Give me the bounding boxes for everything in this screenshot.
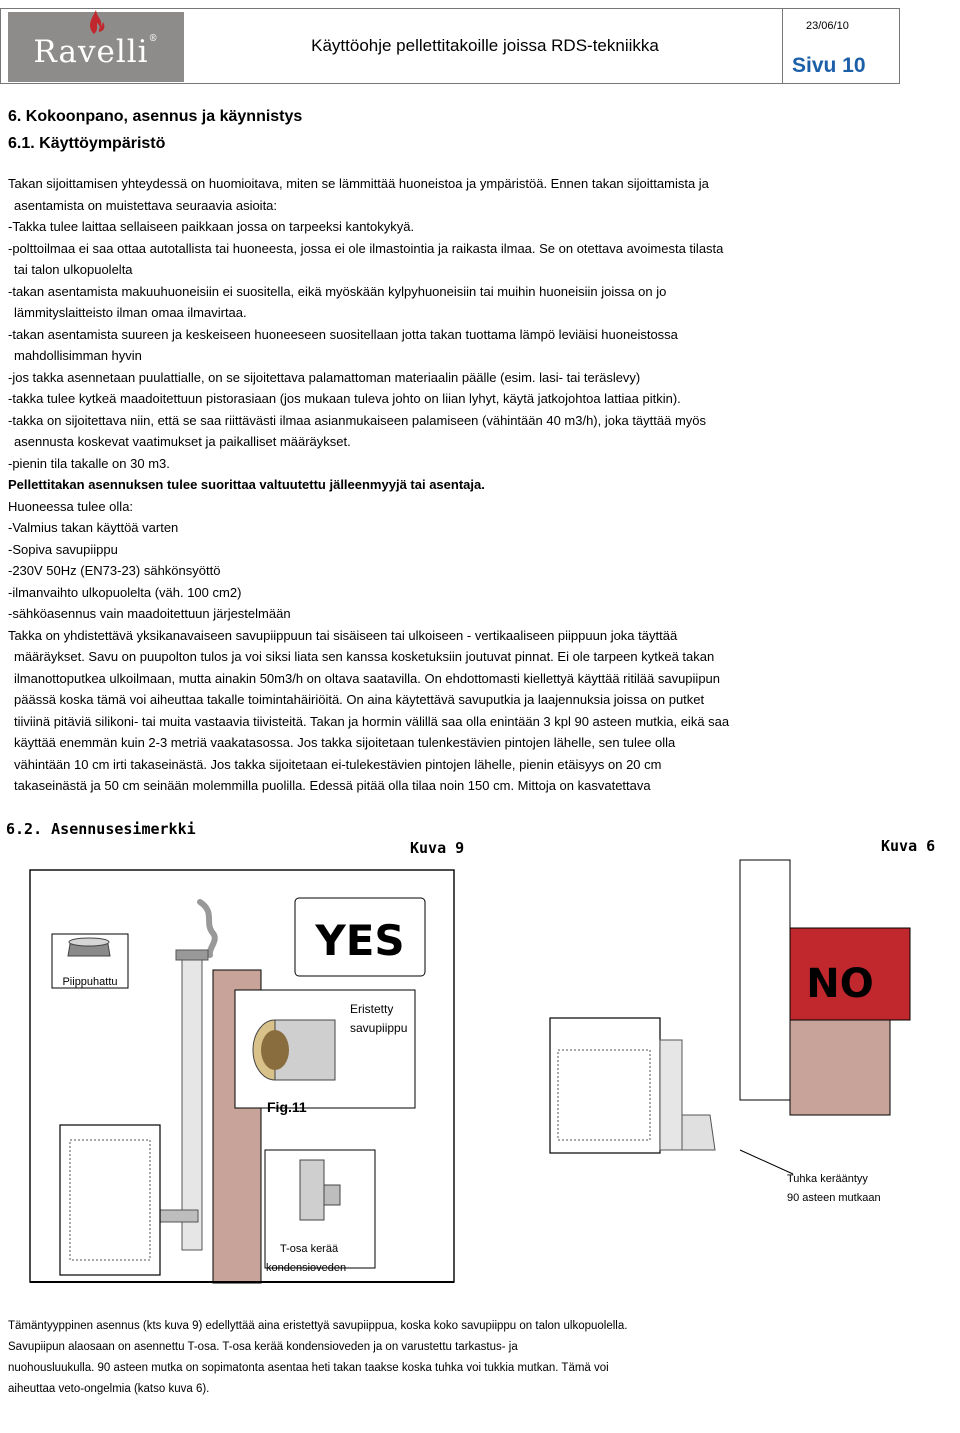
body-text — [8, 173, 729, 797]
figure-label-kuva6: Kuva 6 — [881, 837, 936, 855]
text-line: -230V 50Hz (EN73-23) sähkönsyöttö — [8, 563, 221, 578]
caption-kondensioveden: kondensioveden — [266, 1262, 347, 1274]
text-line: mahdollisimman hyvin — [14, 348, 142, 363]
caption-mutka: 90 asteen mutkaan — [787, 1192, 881, 1204]
text-line-bold: Pellettitakan asennuksen tulee suorittaa valtuutettu jälleenmyyjä tai asentaja. — [8, 477, 485, 492]
document-title: Käyttöohje pellettitakoille joissa RDS-tekniikka — [311, 36, 659, 55]
chimney-pipe — [182, 950, 202, 1250]
flue-pipe — [660, 1040, 682, 1150]
text-line: Huoneessa tulee olla: — [8, 498, 134, 514]
caption-tosa: T-osa kerää — [280, 1243, 339, 1255]
text-line: vähintään 10 cm irti takaseinästä. Jos takka sijoitetaan ei-tulekestävien pintojen lähelle, pienin etäisyys on 20 cm — [14, 756, 662, 772]
pellet-stove — [60, 1125, 160, 1275]
text-line: -Takka tulee laittaa sellaiseen paikkaan jossa on tarpeeksi kantokykyä. — [8, 219, 415, 234]
examples-heading: 6.2. Asennusesimerkki — [6, 820, 196, 838]
text-line: -jos takka asennetaan puulattialle, on se sijoitettava palamattoman materiaalin päälle (esim. lasi- tai teräslevy) — [8, 369, 641, 385]
flame-icon — [82, 6, 112, 36]
wall-outline — [740, 860, 790, 1100]
text-line: päässä koska tämä voi aiheuttaa takalle toimintahäiriöitä. On aina käytettävä savuputkia ja laajennuksia joissa on putket — [14, 692, 705, 707]
text-line: Tämäntyyppinen asennus (kts kuva 9) edellyttää aina eristettyä savupiippua, koska koko savupiippu on talon ulkopuolella. — [8, 1320, 628, 1332]
text-line: lämmityslaitteisto ilman omaa ilmavirtaa. — [14, 305, 247, 320]
elbow-pipe — [682, 1115, 715, 1150]
bottom-text — [8, 1316, 627, 1400]
caption-eristetty: Eristetty — [350, 1002, 394, 1016]
figure-label-kuva9: Kuva 9 — [410, 839, 465, 857]
text-line: Takka on yhdistettävä yksikanavaiseen savupiippuun tai sisäiseen tai ulkoiseen - vertikaaliseen piippuun joka täyttää — [8, 627, 678, 643]
text-line: -sähköasennus vain maadoitettuun järjestelmään — [8, 606, 291, 621]
text-line: -takka on sijoitettava niin, että se saa riittävästi ilmaa asianmukaiseen palamiseen (vähintään 40 m3/h), joka täyttää myös — [8, 412, 707, 428]
section-heading: 6. Kokoonpano, asennus ja käynnistys — [8, 108, 303, 125]
ravelli-logo: Ravelli® — [8, 12, 184, 82]
text-line: -takan asentamista suureen ja keskeiseen huoneeseen suositellaan jotta takan tuottama lämpö leviäisi huoneistossa — [8, 326, 678, 342]
text-line: -ilmanvaihto ulkopuolelta (väh. 100 cm2) — [8, 584, 242, 600]
logo-text: Ravelli — [33, 34, 149, 70]
caption-tuhka: Tuhka kerääntyy — [787, 1173, 868, 1185]
yes-label: YES — [315, 916, 405, 965]
figure-6-diagram — [510, 860, 920, 1185]
caption-piippuhattu: Piippuhattu — [62, 976, 118, 988]
text-line: määräykset. Savu on puupolton tulos ja voi siksi liata sen kanssa kosketuksiin joutuvat pinnat. Ei ole tarpeen kytkeä takan — [14, 649, 715, 664]
subsection-heading: 6.1. Käyttöympäristö — [8, 135, 166, 152]
text-line: tai talon ulkopuolelta — [14, 262, 133, 277]
fig11-label: Fig.11 — [267, 1099, 307, 1115]
text-line: Takan sijoittamisen yhteydessä on huomioitava, miten se lämmittää huoneistoa ja ympäristöä. Ennen takan sijoittamista ja — [8, 176, 709, 191]
figure-9-diagram — [30, 860, 480, 1300]
text-line: takaseinästä ja 50 cm seinään molemmilla puolilla. Edessä pitää olla tilaa noin 150 cm. Mittoja on kasvatettava — [14, 778, 651, 793]
no-label: NO — [806, 961, 874, 1007]
caption-savupiippu: savupiippu — [350, 1021, 408, 1035]
smoke-icon — [200, 902, 215, 955]
text-line: -takan asentamista makuuhuoneisiin ei suositella, eikä myöskään kylpyhuoneisiin tai muihin huoneisiin joissa on jo — [8, 283, 667, 299]
text-line: tiiviinä pitäviä silikoni- tai muita vastaavia tiivisteitä. Takan ja hormin välillä saa olla enintään 3 kpl 90 asteen mutkia, eikä saa — [14, 713, 730, 729]
chimney-cap — [176, 950, 208, 960]
text-line: -Sopiva savupiippu — [8, 541, 118, 557]
page-number: Sivu 10 — [792, 54, 866, 77]
text-line: Savupiipun alaosaan on asennettu T-osa. T-osa kerää kondensioveden ja on varustettu tarkastus- ja — [8, 1341, 518, 1353]
text-line: asennusta koskevat vaatimukset ja paikalliset määräykset. — [14, 434, 351, 449]
text-line: -polttoilmaa ei saa ottaa autotallista tai huoneesta, jossa ei ole ilmastointia ja raikasta ilmaa. Se on otettava avoimesta tilasta — [8, 240, 724, 256]
text-line: -takka tulee kytkeä maadoitettuun pistorasiaan (jos mukaan tuleva johto on liian lyhyt, käytä jatkojohtoa lattiaa pitkin). — [8, 391, 681, 406]
document-date: 23/06/10 — [806, 20, 849, 32]
header-divider — [782, 8, 783, 84]
text-line: -Valmius takan käyttöä varten — [8, 520, 179, 535]
text-line: käyttää enemmän kuin 2-3 metriä vaakatasossa. Jos takka sijoitetaan tulenkestävien pintojen lähelle, sen tulee olla — [14, 735, 676, 750]
text-line: asentamista on muistettava seuraavia asioita: — [14, 197, 278, 213]
text-line: ilmanottoputkea ulkoilmaan, mutta ainakin 50m3/h on oltava saatavilla. On ehdottomasti kiellettyä käyttää ritilää savupiipun — [14, 670, 721, 686]
text-line: -pienin tila takalle on 30 m3. — [8, 455, 170, 471]
text-line: nuohousluukulla. 90 asteen mutka on sopimatonta asentaa heti takan taakse koska tuhka voi tukkia mutkan. Tämä voi — [8, 1362, 609, 1374]
t-piece-icon — [300, 1160, 324, 1220]
pellet-stove — [550, 1018, 660, 1153]
pointer-line — [738, 1148, 798, 1178]
text-line: aiheuttaa veto-ongelmia (katso kuva 6). — [8, 1383, 210, 1395]
